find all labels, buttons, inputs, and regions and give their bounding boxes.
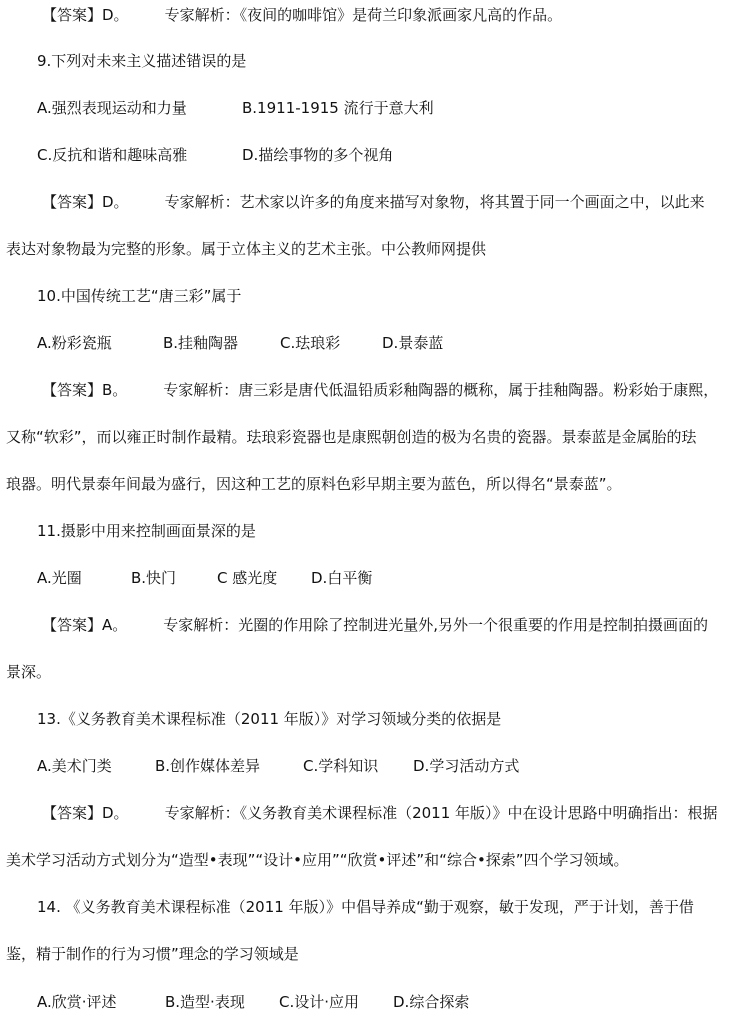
answer-line: [42, 380, 718, 400]
answer-explanation: 专家解析：光圈的作用除了控制进光量外,另外一个很重要的作用是控制拍摄画面的: [163, 616, 709, 634]
answer-line: [42, 5, 562, 25]
option-c: C.反抗和谐和趣味高雅: [37, 146, 188, 164]
option-a: A.光圈: [37, 569, 82, 587]
explanation-continuation: 琅器。明代景泰年间最为盛行，因这种工艺的原料色彩早期主要为蓝色，所以得名“景泰蓝”。: [6, 475, 622, 493]
option-row: [37, 756, 519, 776]
question-continuation: 鉴，精于制作的行为习惯”理念的学习领域是: [6, 945, 299, 963]
answer-line: [42, 192, 705, 212]
option-a: A.欣赏·评述: [37, 993, 117, 1011]
option-a: A.粉彩瓷瓶: [37, 334, 112, 352]
option-row: [37, 145, 393, 165]
option-c: C.珐琅彩: [280, 334, 341, 352]
answer-label: 【答案】A。: [42, 616, 128, 634]
question-title: 10.中国传统工艺“唐三彩”属于: [37, 287, 242, 305]
option-d: D.学习活动方式: [413, 757, 520, 775]
answer-label: 【答案】B。: [42, 381, 128, 399]
answer-explanation: 专家解析：唐三彩是唐代低温铅质彩釉陶器的概称，属于挂釉陶器。粉彩始于康熙，: [163, 381, 719, 399]
option-row: [37, 98, 434, 118]
question-title: 9.下列对未来主义描述错误的是: [37, 52, 247, 70]
answer-line: [42, 803, 718, 823]
explanation-continuation: 景深。: [6, 663, 52, 681]
option-row: [37, 992, 469, 1012]
option-b: B.挂釉陶器: [163, 334, 239, 352]
question-title: 13.《义务教育美术课程标准（2011 年版）》对学习领域分类的依据是: [37, 710, 502, 728]
question-title: 11.摄影中用来控制画面景深的是: [37, 522, 256, 540]
option-c: C.设计·应用: [279, 993, 360, 1011]
option-b: B.快门: [131, 569, 177, 587]
option-b: B.创作媒体差异: [155, 757, 261, 775]
answer-label: 【答案】D。: [42, 6, 129, 24]
answer-label: 【答案】D。: [42, 193, 129, 211]
option-a: A.美术门类: [37, 757, 112, 775]
option-d: D.景泰蓝: [382, 334, 444, 352]
option-a: A.强烈表现运动和力量: [37, 99, 187, 117]
explanation-continuation: 又称“软彩”，而以雍正时制作最精。珐琅彩瓷器也是康熙朝创造的极为名贵的瓷器。景泰蓝是金属胎的珐: [6, 428, 697, 446]
option-c: C 感光度: [217, 569, 278, 587]
option-d: D.描绘事物的多个视角: [242, 146, 394, 164]
option-d: D.白平衡: [311, 569, 373, 587]
answer-explanation: 专家解析：《义务教育美术课程标准（2011 年版）》中在设计思路中明确指出：根据: [164, 804, 718, 822]
explanation-continuation: 美术学习活动方式划分为“造型•表现”“设计•应用”“欣赏•评述”和“综合•探索”四个学习领域。: [6, 851, 629, 869]
option-b: B.造型·表现: [165, 993, 245, 1011]
question-title: 14. 《义务教育美术课程标准（2011 年版）》中倡导养成“勤于观察，敏于发现，严于计划，善于借: [37, 898, 694, 916]
answer-explanation: 专家解析：艺术家以许多的角度来描写对象物，将其置于同一个画面之中，以此来: [164, 193, 705, 211]
option-b: B.1911-1915 流行于意大利: [242, 99, 434, 117]
option-d: D.综合探索: [393, 993, 470, 1011]
option-row: [37, 568, 372, 588]
explanation-continuation: 表达对象物最为完整的形象。属于立体主义的艺术主张。中公教师网提供: [6, 240, 487, 258]
option-c: C.学科知识: [303, 757, 379, 775]
option-row: [37, 333, 443, 353]
answer-label: 【答案】D。: [42, 804, 129, 822]
answer-line: [42, 615, 708, 635]
answer-explanation: 专家解析：《夜间的咖啡馆》是荷兰印象派画家凡高的作品。: [164, 6, 563, 24]
